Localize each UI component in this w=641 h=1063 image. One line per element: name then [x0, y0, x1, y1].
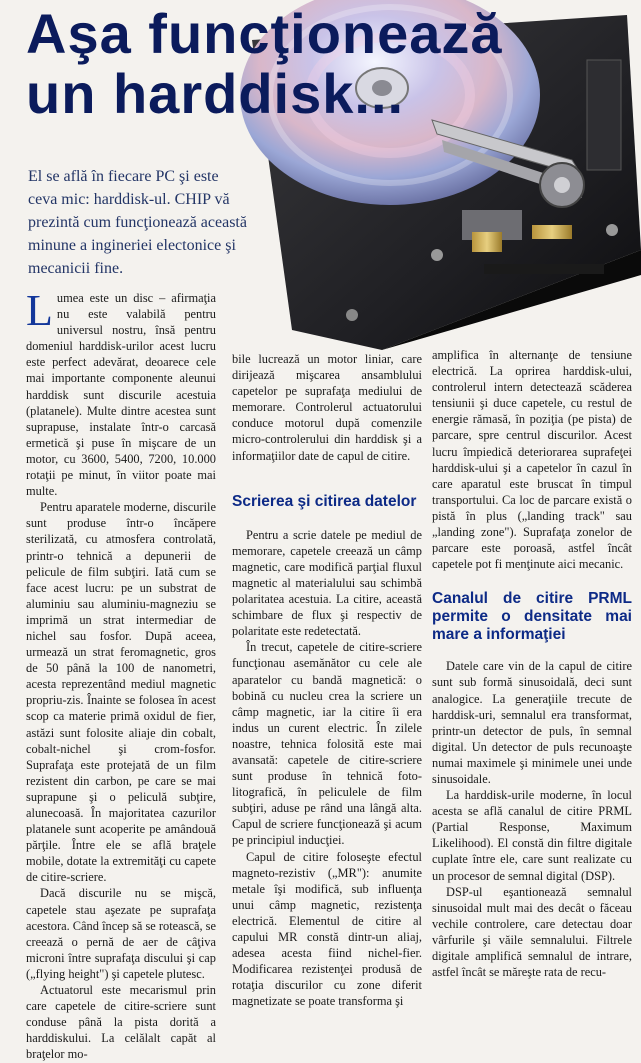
col2-para-2: Pentru a scrie datele pe mediul de memorare, capetele creează un câmp magnetic, care modifică parţial fluxul magnetic al materialului sau schimbă polaritatea acestuia. La citire, această schimbare de flux şi respectiv de polaritate este redetectată. [232, 527, 422, 639]
section-heading-write-read: Scrierea şi citirea datelor [232, 492, 417, 510]
column-1 [26, 286, 216, 1063]
column-2 [232, 351, 422, 1009]
dropcap: L [26, 286, 53, 335]
article-title-line2: un harddisk... [26, 62, 405, 125]
col2-para-4: Capul de citire foloseşte efectul magneto-rezistiv („MR"): anumite metale îşi modifică, sub influenţa unui câmp magnetic, rezistenţa electrică. Elementul de citire al capului MR constă dintr-un aliaj, adesea acesta fiind nichel-fier. Modificarea rezistenţei produsă de rotaţia discurilor cu zone diferit magnetizate se poate transforma şi [232, 849, 422, 1009]
column-3 [432, 347, 632, 980]
col2-para-3: În trecut, capetele de citire-scriere funcţionau asemănător cu cele ale aparatelor cu bandă magnetică: o bobină cu nucleu crea la scriere un câmp magnetic, iar la citire îi era indus un curent electric. În zilele noastre, tehnica folosită este mai avansată: capetele de citire-scriere sunt produse în tehnică foto-litografică, în peliculele de film subţiri, aduse pe rând una lângă alta. Capul de scriere funcţionează şi acum pe principiul inducţiei. [232, 640, 422, 848]
article-title-line1: Aşa funcţionează [26, 2, 503, 65]
col3-para-2: Datele care vin de la capul de citire sunt sub formă sinusoidală, deci sunt analogice. La generaţiile trecute de harddisk-uri, semnalul era transformat, printr-un detector de puls, în semnal digital. Un detector de puls recunoaşte numai maximele şi minimele unei unde sinusoidale. [432, 659, 632, 786]
col1-para-1 [26, 286, 216, 499]
article-lead: El se află în fiecare PC şi este ceva mic: harddisk-ul. CHIP vă prezintă cum funcţionează această minune a ingineriei electonice şi mecanicii fine. [28, 168, 247, 277]
section-heading-prml: Canalul de citire PRML permite o densitate mai mare a informaţiei [432, 590, 632, 644]
col1-para-3: Dacă discurile nu se mişcă, capetele stau aşezate pe suprafaţa acestora. Când încep să se rotească, se creează o pernă de aer de câţiva microni între suprafaţa discului şi cap („flying height") şi capetele plutesc. [26, 886, 216, 981]
col1-para-4: Actuatorul este mecarismul prin care capetele de citire-scriere sunt conduse până la pista dorită a harddiskului. La celălalt capăt al braţelor mo- [26, 983, 216, 1062]
col3-para-4: DSP-ul eşantionează semnalul sinusoidal mult mai des decât o făceau vechile controlere, care detectau doar vârfurile şi văile semnalului. Filtrele digitale amplifică semnalul de intrare, astfel încât se măreşte rata de recu- [432, 884, 632, 980]
col2-para-1: bile lucrează un motor liniar, care dirijează mişcarea ansamblului capetelor pe suprafaţa mediului de memorare. Controlerul actuatorului conduce motorul după comenzile micro-controlerului din harddisk şi a informaţiilor date de capul de citire. [232, 352, 422, 463]
col3-para-3: La harddisk-urile moderne, în locul acesta se află canalul de citire PRML (Partial Response, Maximum Likelihood). El constă din filtre digitale cuplate între ele, care sunt realizate cu un procesor de semnal digital (DSP). [432, 788, 632, 883]
col1-para-1-text: umea este un disc – afirmaţia nu este valabilă pentru universul nostru, însă pentru domeniul harddisk-urilor acest lucru este perfect adevărat, deoarece cele mai importante componente aleunui harddisk sunt discurile acestuia (platanele). Multe dintre acestea sunt suprapuse, instalate într-o carcasă ermetică şi puse în mişcare de un motor, cu 3600, 5400, 7200, 10.000 rotaţii pe minut, în viitor poate mai multe. [26, 291, 216, 499]
col3-para-1: amplifica în alternanţe de tensiune electrică. La oprirea harddisk-ului, controlerul intern detectează scăderea tensiunii şi duce capetele, cu restul de energie rămasă, în poziţia (pe pista) de parcare, spre centrul discurilor. Acest lucru împiedică deteriorarea suprafeţei harddisk-ului şi a capetelor în cazul în care aparatul este bruscat în timpul transportului. Ca loc de parcare există o pistă în plus („landing track" sau „landing zone"). Suprafaţa zonelor de parcare este poroasă, astfel încât capetele pot fi menţinute aici mecanic. [432, 348, 632, 572]
col1-para-2: Pentru aparatele moderne, discurile sunt produse într-o încăpere sterilizată, cu atmosfera controlată, printr-o tehnică a depunerii de pelicule de film subţiri. Iată cum se face acest lucru: pe un substrat de aluminiu sau aluminiu-magneziu se imprimă un strat intermediar de nichel sau fosfor. După aceea, urmează un strat feromagnetic, gros de 50 până la 100 de nanometri, acesta reprezentând mediul magnetic propriu-zis. Înainte se folosea în acest scop ca materie primă oxidul de fier, astăzi sunt folosite aliaje din cobalt, cobalt-nichel şi crom-fosfor. Suprafaţa este protejată de un film rezistent din carbon, pe care se mai suprapune şi o peliculă subţire, alunecoasă. În majoritatea cazurilor platanele sunt acoperite pe amândouă părţile. Între ele se află braţele mobile, dotate la extremităţi cu capete de citire-scriere. [26, 500, 216, 885]
